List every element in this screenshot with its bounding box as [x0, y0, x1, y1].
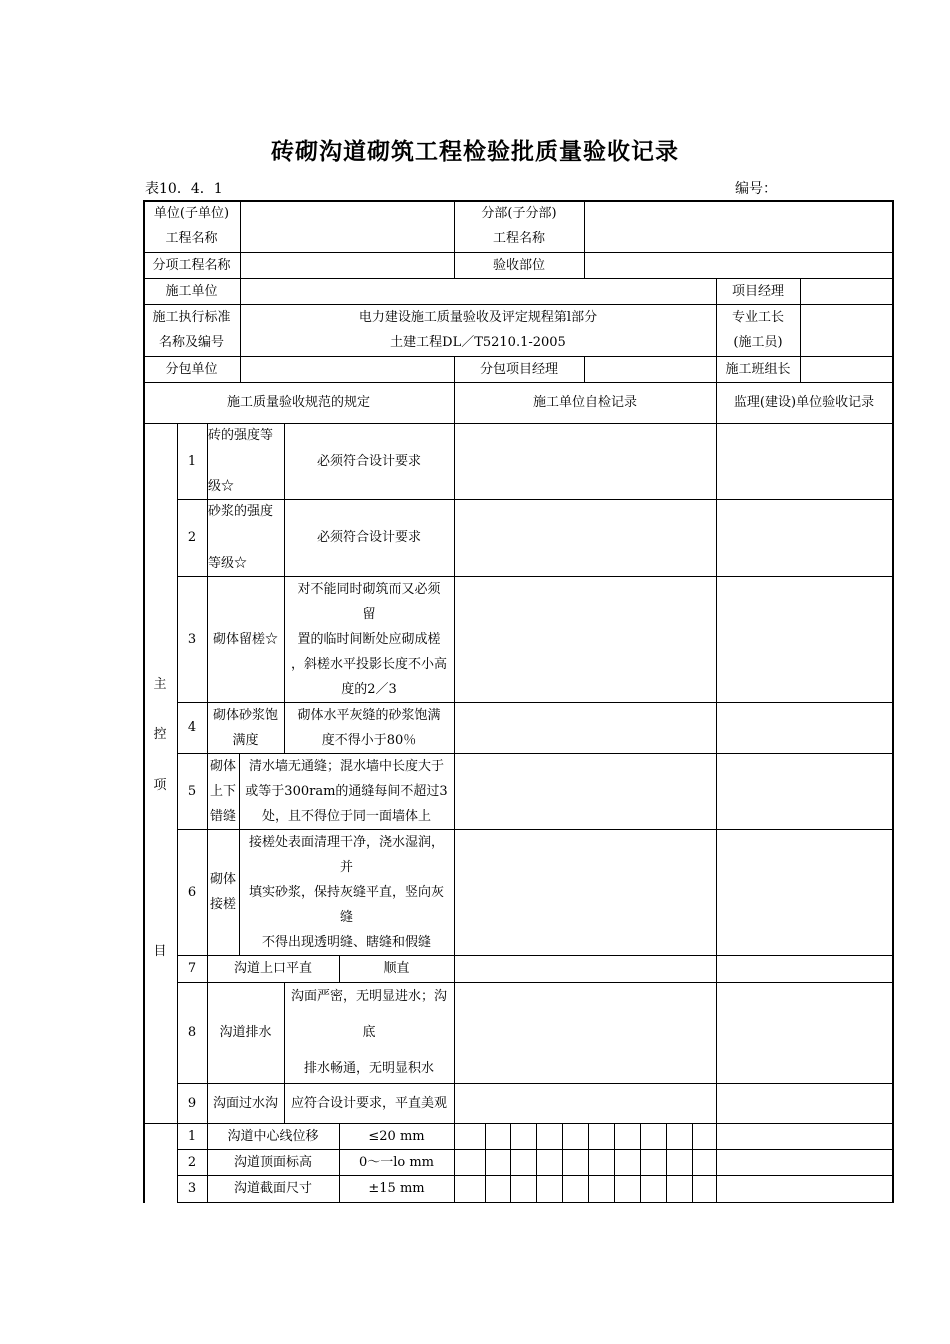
main-item-requirement [284, 576, 454, 702]
main-item-name [207, 829, 239, 955]
standard-label-text: 名称及编号 [158, 335, 224, 350]
main-item-name [207, 982, 284, 1083]
main-item-name-text: 沟面过水沟 [212, 1095, 278, 1111]
main-item-self-check[interactable] [454, 982, 716, 1083]
measured-value-cell[interactable] [666, 1123, 692, 1149]
measured-value-cell[interactable] [588, 1149, 614, 1175]
main-item-requirement [284, 702, 454, 753]
main-item-requirement-text: 处，且不得位于同一面墙体上 [261, 808, 431, 824]
main-item-no-text: 1 [187, 453, 197, 469]
main-item-no-text: 4 [187, 720, 197, 735]
main-item-requirement-text: 对不能同时砌筑而又必须 [297, 581, 441, 597]
main-item-requirement-text: 或等于300ram的通缝每间不超过3 [245, 783, 448, 799]
general-item-no [177, 1123, 207, 1149]
construction-unit-label-text: 施工单位 [165, 283, 218, 299]
main-item-requirement [339, 955, 454, 982]
main-item-no [177, 982, 207, 1083]
general-item-name-text: 沟道顶面标高 [233, 1154, 312, 1170]
general-item-tolerance-text: ±15 mm [368, 1181, 425, 1196]
main-item-requirement [284, 982, 454, 1083]
main-item-name [207, 955, 339, 982]
subdivision-project-name-label-text: 工程名称 [492, 231, 545, 246]
measured-value-cell[interactable] [485, 1149, 510, 1175]
main-item-no [177, 753, 207, 829]
main-item-no [177, 423, 207, 499]
main-control-group-label-text: 主 [153, 677, 167, 692]
measured-value-cell[interactable] [666, 1175, 692, 1202]
main-item-requirement-text: ，斜槎水平投影长度不小高 [290, 656, 447, 672]
main-item-requirement-text: 清水墙无通缝；混水墙中长度大于 [248, 758, 444, 774]
main-item-requirement [284, 1083, 454, 1123]
subcontract-pm-value[interactable] [584, 356, 716, 382]
main-item-requirement-text: 度的2／3 [341, 681, 397, 697]
spec-column-header-text: 施工质量验收规范的规定 [226, 395, 370, 410]
main-item-requirement-text: 砌体水平灰缝的砂浆饱满 [297, 707, 441, 723]
main-item-name [207, 1083, 284, 1123]
main-item-requirement-text: 留 [362, 606, 376, 622]
general-item-no [177, 1149, 207, 1175]
general-item-name [207, 1123, 339, 1149]
measured-value-cell[interactable] [536, 1175, 562, 1202]
general-item-no [177, 1175, 207, 1202]
main-item-requirement-text: 顺直 [383, 961, 410, 976]
main-item-supervision[interactable] [716, 1083, 892, 1123]
main-control-group-label-text: 控 [153, 727, 167, 742]
main-item-requirement [284, 499, 454, 576]
subcontract-pm-label-text: 分包项目经理 [479, 361, 558, 377]
main-item-self-check[interactable] [454, 576, 716, 702]
team-leader-label-text: 施工班组长 [725, 361, 791, 377]
main-item-no [177, 499, 207, 576]
general-item-no-text: 2 [187, 1154, 197, 1170]
main-item-supervision[interactable] [716, 576, 892, 702]
measured-value-cell[interactable] [692, 1149, 716, 1175]
standard-value-text: 电力建设施工质量验收及评定规程第l部分 [358, 310, 598, 325]
measured-value-cell[interactable] [536, 1123, 562, 1149]
measured-value-cell[interactable] [562, 1123, 588, 1149]
main-item-requirement-text: 接槎处表面清理干净，浇水湿润， [248, 834, 444, 850]
self-check-column-header [454, 382, 716, 423]
unit-project-name-label-text: 单位(子单位) [153, 206, 230, 221]
main-item-self-check[interactable] [454, 1083, 716, 1123]
main-item-name [207, 423, 284, 499]
main-control-group-label-text: 目 [153, 944, 167, 959]
general-item-tolerance [339, 1149, 454, 1175]
main-item-no [177, 829, 207, 955]
main-item-no-text: 3 [187, 631, 197, 647]
standard-label [143, 304, 240, 356]
main-item-name-text: 等级☆ [208, 556, 248, 571]
main-item-supervision[interactable] [716, 982, 892, 1083]
main-item-supervision[interactable] [716, 702, 892, 753]
main-item-requirement [239, 753, 454, 829]
foreman-label-text: 专业工长 [731, 310, 784, 325]
subcontract-unit-value[interactable] [240, 356, 454, 382]
general-item-tolerance [339, 1123, 454, 1149]
measured-value-cell[interactable] [454, 1175, 485, 1202]
main-item-requirement [284, 423, 454, 499]
main-item-name-text: 接槎 [209, 897, 236, 912]
standard-value-text: 土建工程DL／T5210.1-2005 [390, 335, 566, 350]
table-number: 表10．4．1 [145, 181, 223, 197]
main-item-requirement-text: 缝 [339, 909, 353, 925]
supervision-column-header-text: 监理(建设)单位验收记录 [733, 395, 875, 410]
main-item-no [177, 702, 207, 753]
measured-value-cell[interactable] [485, 1123, 510, 1149]
main-item-name-text: 满度 [232, 732, 259, 748]
main-control-group-label-text: 项 [153, 778, 167, 793]
project-manager-label-text: 项目经理 [731, 283, 784, 299]
construction-unit-value[interactable] [240, 278, 716, 304]
subdivision-project-name-value[interactable] [584, 200, 892, 252]
main-item-supervision[interactable] [716, 955, 892, 982]
main-item-requirement-text: 底 [362, 1025, 376, 1040]
foreman-label-text: (施工员) [733, 335, 783, 350]
main-item-self-check[interactable] [454, 829, 716, 955]
main-item-requirement-text: 排水畅通，无明显积水 [303, 1061, 434, 1076]
main-item-self-check[interactable] [454, 702, 716, 753]
sub-item-project-name-label-text: 分项工程名称 [152, 257, 231, 273]
main-item-supervision[interactable] [716, 423, 892, 499]
main-item-no-text: 8 [187, 1025, 197, 1040]
main-item-requirement-text: 度不得小于80％ [321, 732, 417, 748]
main-item-name-text: 上下 [209, 783, 236, 799]
general-item-name [207, 1175, 339, 1202]
main-item-name-text: 错缝 [209, 808, 236, 824]
project-manager-label [716, 278, 800, 304]
main-item-name-text: 砂浆的强度 [208, 504, 274, 519]
subcontract-pm-label [454, 356, 584, 382]
sub-item-project-name-value[interactable] [240, 252, 454, 278]
general-item-name [207, 1149, 339, 1175]
subdivision-project-name-label [454, 200, 584, 252]
main-control-group-label [143, 722, 177, 747]
foreman-value[interactable] [800, 304, 892, 356]
main-item-name-text: 砌体留槎☆ [212, 631, 278, 647]
main-item-requirement-text: 沟面严密，无明显进水；沟 [290, 989, 447, 1004]
measured-value-cell[interactable] [485, 1175, 510, 1202]
main-control-group-label [143, 672, 177, 697]
general-item-name-text: 沟道中心线位移 [227, 1128, 319, 1144]
main-item-name [207, 576, 284, 702]
main-item-name-text: 沟道排水 [219, 1025, 272, 1040]
main-item-no-text: 9 [187, 1095, 197, 1111]
main-item-requirement-text: 置的临时间断处应砌成槎 [297, 631, 441, 647]
main-item-name [207, 753, 239, 829]
measured-value-cell[interactable] [454, 1149, 485, 1175]
main-item-name-text: 级☆ [208, 479, 235, 494]
project-manager-value[interactable] [800, 278, 892, 304]
subcontract-unit-label [143, 356, 240, 382]
main-item-requirement-text: 必须符合设计要求 [316, 453, 421, 469]
team-leader-label [716, 356, 800, 382]
main-item-name-text: 砌体 [209, 872, 236, 887]
main-control-group-label [143, 773, 177, 798]
main-item-name-text: 砖的强度等 [208, 428, 274, 443]
general-item-tolerance-text: ≤20 mm [368, 1128, 425, 1144]
construction-unit-label [143, 278, 240, 304]
main-item-name-text: 沟道上口平直 [233, 961, 312, 976]
measured-value-cell[interactable] [614, 1175, 640, 1202]
main-item-self-check[interactable] [454, 753, 716, 829]
main-item-supervision[interactable] [716, 753, 892, 829]
main-item-name [207, 702, 284, 753]
main-item-no-text: 5 [187, 783, 197, 799]
self-check-column-header-text: 施工单位自检记录 [532, 395, 637, 410]
main-item-no-text: 6 [187, 884, 197, 900]
main-item-no-text: 2 [187, 530, 197, 545]
unit-project-name-value[interactable] [240, 200, 454, 252]
main-item-no [177, 1083, 207, 1123]
table-rule [177, 1202, 893, 1203]
main-item-no-text: 7 [187, 961, 197, 976]
measured-value-cell[interactable] [640, 1175, 666, 1202]
spec-column-header [143, 382, 454, 423]
general-item-tolerance-text: 0～一lo mm [358, 1154, 435, 1170]
team-leader-value[interactable] [800, 356, 892, 382]
measured-value-cell[interactable] [614, 1149, 640, 1175]
general-item-tolerance [339, 1175, 454, 1202]
main-item-requirement-text: 填实砂浆，保持灰缝平直，竖向灰 [248, 884, 444, 900]
measured-value-cell[interactable] [562, 1175, 588, 1202]
measured-value-cell[interactable] [666, 1149, 692, 1175]
general-item-name-text: 沟道截面尺寸 [233, 1181, 312, 1196]
subdivision-project-name-label-text: 分部(子分部) [481, 206, 557, 221]
main-item-requirement-text: 必须符合设计要求 [316, 530, 421, 545]
measured-value-cell[interactable] [536, 1149, 562, 1175]
main-item-requirement-text: 应符合设计要求，平直美观 [290, 1095, 447, 1111]
measured-value-cell[interactable] [716, 1149, 892, 1175]
main-control-group-label [143, 939, 177, 964]
measured-value-cell[interactable] [562, 1149, 588, 1175]
measured-value-cell[interactable] [716, 1123, 892, 1149]
general-item-no-text: 1 [187, 1128, 197, 1144]
main-item-requirement [239, 829, 454, 955]
unit-project-name-label-text: 工程名称 [165, 231, 218, 246]
record-number-label: 编号： [735, 181, 777, 197]
measured-value-cell[interactable] [510, 1149, 536, 1175]
measured-value-cell[interactable] [640, 1123, 666, 1149]
measured-value-cell[interactable] [614, 1123, 640, 1149]
main-item-requirement-text: 不得出现透明缝、瞎缝和假缝 [261, 934, 431, 950]
main-item-no [177, 955, 207, 982]
main-item-requirement-text: 并 [339, 859, 353, 875]
measured-value-cell[interactable] [454, 1123, 485, 1149]
measured-value-cell[interactable] [510, 1123, 536, 1149]
subcontract-unit-label-text: 分包单位 [165, 361, 218, 377]
supervision-column-header [716, 382, 892, 423]
main-item-supervision[interactable] [716, 829, 892, 955]
main-item-no [177, 576, 207, 702]
unit-project-name-label [143, 200, 240, 252]
sub-item-project-name-label [143, 252, 240, 278]
page-title: 砖砌沟道砌筑工程检验批质量验收记录 [271, 139, 679, 165]
main-item-name-text: 砌体 [209, 758, 236, 774]
main-item-self-check[interactable] [454, 955, 716, 982]
standard-value [240, 304, 716, 356]
measured-value-cell[interactable] [692, 1175, 716, 1202]
acceptance-part-label [454, 252, 584, 278]
main-item-self-check[interactable] [454, 499, 716, 576]
measured-value-cell[interactable] [640, 1149, 666, 1175]
measured-value-cell[interactable] [588, 1123, 614, 1149]
main-item-name [207, 499, 284, 576]
main-item-self-check[interactable] [454, 423, 716, 499]
main-item-name-text: 砌体砂浆饱 [212, 707, 278, 723]
measured-value-cell[interactable] [716, 1175, 892, 1202]
acceptance-part-label-text: 验收部位 [492, 257, 545, 273]
measured-value-cell[interactable] [588, 1175, 614, 1202]
measured-value-cell[interactable] [510, 1175, 536, 1202]
acceptance-part-value[interactable] [584, 252, 892, 278]
standard-label-text: 施工执行标准 [152, 310, 231, 325]
measured-value-cell[interactable] [692, 1123, 716, 1149]
general-item-no-text: 3 [187, 1181, 197, 1196]
main-item-supervision[interactable] [716, 499, 892, 576]
foreman-label [716, 304, 800, 356]
